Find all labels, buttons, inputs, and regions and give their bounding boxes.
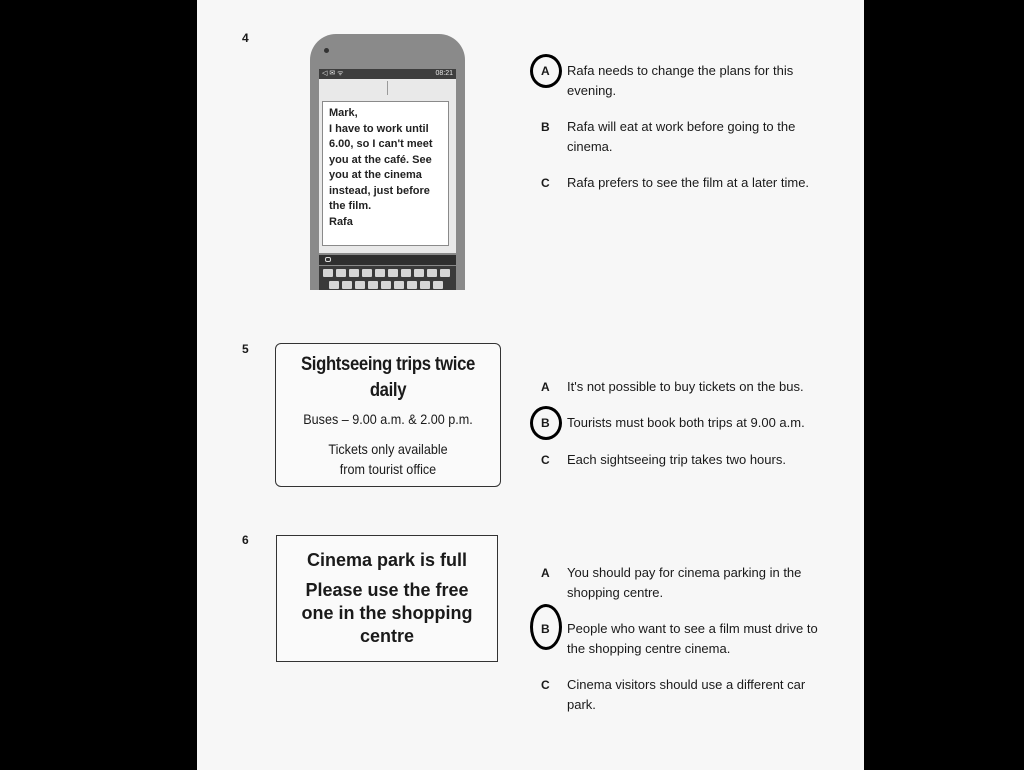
status-icons: ◁ ✉ ᯤ — [322, 70, 344, 77]
answer-circle-q6 — [530, 604, 562, 650]
option-letter: C — [541, 176, 550, 190]
answer-circle-q4 — [530, 54, 562, 88]
sign-ticket-info: Tickets only available from tourist office — [328, 441, 448, 477]
option-letter: B — [541, 120, 550, 134]
option-letter: B — [541, 416, 550, 430]
keyboard-key — [336, 269, 346, 277]
keyboard-key — [375, 269, 385, 277]
keyboard-key — [401, 269, 411, 277]
phone-screen — [319, 79, 456, 253]
option-text: Rafa will eat at work before going to the cinema. — [567, 119, 796, 154]
option-text: Tourists must book both trips at 9.00 a.m. — [567, 415, 805, 430]
keyboard-key — [329, 281, 339, 289]
option-text: Rafa prefers to see the film at a later time. — [567, 175, 810, 190]
option-letter: A — [541, 64, 550, 78]
keyboard-key — [440, 269, 450, 277]
keyboard-key — [407, 281, 417, 289]
keyboard-key — [414, 269, 424, 277]
sightseeing-sign — [275, 343, 501, 487]
keyboard-key — [427, 269, 437, 277]
keyboard-key — [433, 281, 443, 289]
keyboard-key — [349, 269, 359, 277]
keyboard-key — [323, 269, 333, 277]
camera-icon — [324, 48, 329, 53]
sign-body: Please use the free one in the shopping centre — [301, 580, 473, 646]
answer-circle-q5 — [530, 406, 562, 440]
option-text: People who want to see a film must drive to the shopping centre cinema. — [567, 621, 818, 656]
screen-divider — [387, 81, 388, 95]
worksheet-page — [197, 0, 864, 770]
keyboard-key — [388, 269, 398, 277]
keyboard-key — [342, 281, 352, 289]
option-letter: C — [541, 678, 550, 692]
keyboard-key — [368, 281, 378, 289]
keyboard-key — [362, 269, 372, 277]
option-letter: A — [541, 566, 550, 580]
option-letter: C — [541, 453, 550, 467]
keyboard-key — [420, 281, 430, 289]
phone-illustration — [310, 34, 465, 290]
option-text: Each sightseeing trip takes two hours. — [567, 452, 786, 467]
phone-keyboard — [319, 266, 456, 290]
option-text: You should pay for cinema parking in the shopping centre. — [567, 565, 802, 600]
option-text: Cinema visitors should use a different car park. — [567, 677, 806, 712]
keyboard-key — [394, 281, 404, 289]
question-6-number: 6 — [242, 533, 249, 547]
question-5-number: 5 — [242, 342, 249, 356]
phone-status-bar — [319, 69, 456, 79]
status-time: 08:21 — [435, 70, 453, 77]
camera-toggle-icon — [325, 257, 331, 262]
sign-title: Sightseeing trips twice daily — [300, 354, 475, 401]
keyboard-key — [381, 281, 391, 289]
option-letter: A — [541, 380, 550, 394]
text-message: Mark, I have to work until 6.00, so I can't meet you at the café. See you at the cinema instead, just before the film. Rafa — [322, 101, 449, 246]
question-4-number: 4 — [242, 31, 249, 45]
keyboard-bar — [319, 255, 456, 265]
option-text: Rafa needs to change the plans for this evening. — [567, 63, 794, 98]
option-letter: B — [541, 622, 550, 636]
sign-title: Cinema park is full — [306, 550, 468, 570]
option-text: It's not possible to buy tickets on the bus. — [567, 379, 804, 394]
keyboard-key — [355, 281, 365, 289]
sign-bus-times: Buses – 9.00 a.m. & 2.00 p.m. — [303, 411, 473, 427]
cinema-park-sign — [276, 535, 498, 662]
